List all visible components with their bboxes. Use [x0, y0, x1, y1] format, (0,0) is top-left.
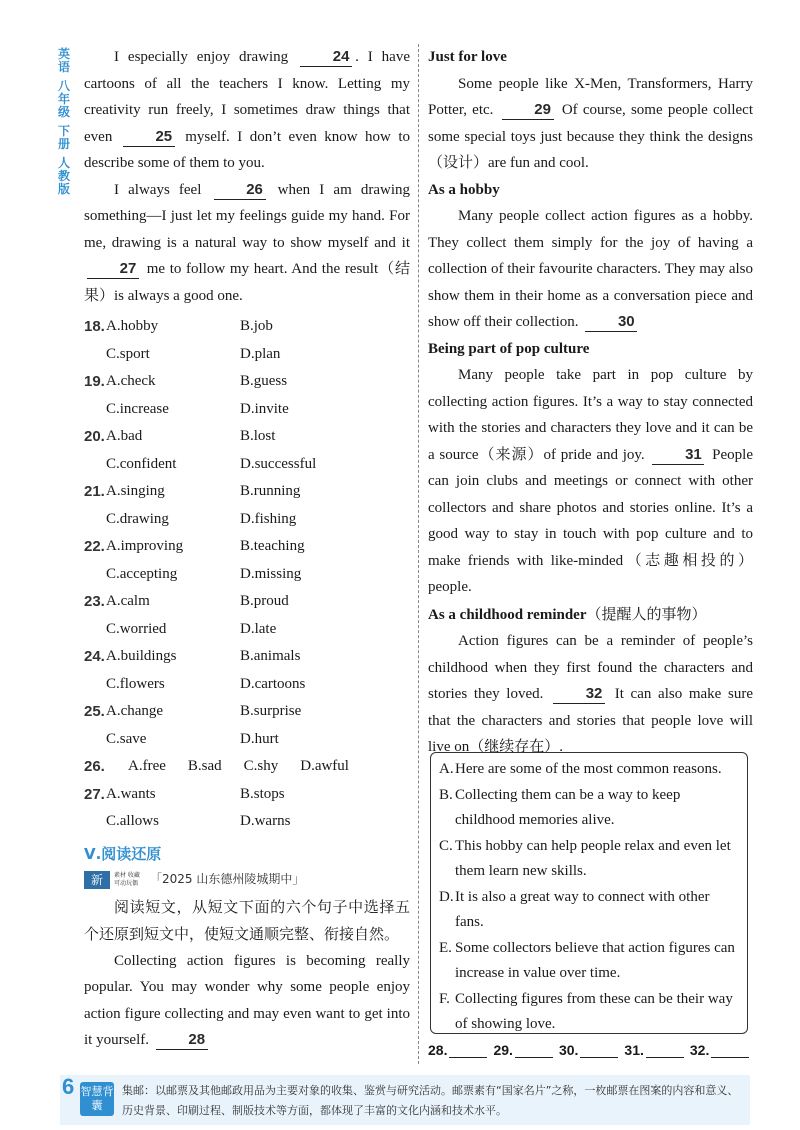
- line: [646, 1043, 684, 1058]
- option-b: B.guess: [240, 373, 288, 389]
- options-list: [84, 313, 410, 836]
- question-number: 19.: [84, 373, 105, 390]
- column-divider: [418, 44, 419, 1064]
- blank-27: 27: [87, 260, 139, 279]
- text: 28.: [428, 1042, 448, 1058]
- answer-32[interactable]: [690, 1042, 749, 1058]
- para-just-for-love: [428, 71, 753, 177]
- text: People can join clubs and meetings or connect with other collectors and share photos and stories online. It’s a good way to stay in touch with pop culture and to make friends with like-minded（志趣相投的）people.: [428, 446, 753, 595]
- question-number: 26.: [84, 758, 105, 775]
- question-number: 18.: [84, 318, 105, 335]
- option-row: [84, 451, 410, 479]
- tip-text: 集邮：以邮票及其他邮政用品为主要对象的收集、鉴赏与研究活动。邮票素有“国家名片”之称，一枚邮票在图案的内容和意义、历史背景、印刷过程、制版技术等方面，都体现了丰富的文化内涵和技术水平。: [122, 1084, 739, 1117]
- option-row: [84, 698, 410, 726]
- answer-29[interactable]: [493, 1042, 552, 1058]
- option-c: C.sport: [106, 345, 150, 362]
- option-a: A.improving: [106, 538, 184, 554]
- text: 29.: [493, 1042, 513, 1058]
- option-a: A.wants: [106, 785, 156, 802]
- sentence-option: [439, 783, 741, 834]
- option-a: A.free: [128, 758, 166, 774]
- text: 31.: [624, 1042, 644, 1058]
- source-row: [84, 868, 410, 892]
- side-label: [55, 48, 73, 202]
- sentence-option: [439, 885, 741, 936]
- option-d: D.missing: [240, 565, 302, 582]
- passage-para-2: [84, 177, 410, 310]
- option-a: A.buildings: [106, 648, 177, 664]
- option-row: [84, 616, 410, 644]
- option-b: B.animals: [240, 648, 301, 664]
- text: It can also make sure that the characters and stories that people love will live on（继续存在）.: [428, 686, 753, 755]
- sentence-option: [439, 834, 741, 885]
- answer-30[interactable]: [559, 1042, 618, 1058]
- text: when I am drawing something—I just let my feelings guide my hand. For me, drawing is a natural way to show myself and it: [84, 181, 411, 251]
- question-number: 21.: [84, 483, 105, 500]
- text: （提醒人的事物）: [586, 604, 707, 623]
- option-a: A.singing: [106, 483, 165, 499]
- option-row: [84, 533, 410, 561]
- option-b: B.job: [240, 318, 273, 334]
- option-d: D.hurt: [240, 730, 279, 747]
- text: Collecting figures from these can be their way of showing love.: [455, 990, 733, 1032]
- option-row: [84, 341, 410, 369]
- option-row: [84, 368, 410, 396]
- right-column: [428, 44, 753, 761]
- blank-26: 26: [214, 181, 266, 200]
- option-row: [84, 423, 410, 451]
- option-c: C.shy: [243, 758, 279, 774]
- para-as-a-hobby: [428, 203, 753, 336]
- text: Collecting action figures is becoming really popular. You may wonder why some people enjoy action figure collecting and may even want to get into it yourself.: [84, 952, 410, 1048]
- text: I always feel: [114, 181, 202, 198]
- sentence-option: [439, 987, 741, 1038]
- text: C.: [439, 837, 453, 854]
- text: Some collectors believe that action figures can increase in value over time.: [455, 939, 735, 981]
- option-a: A.check: [106, 373, 156, 389]
- para-childhood-reminder: [428, 628, 753, 761]
- question-number: 20.: [84, 428, 105, 445]
- option-row: [84, 643, 410, 671]
- option-c: C.increase: [106, 400, 169, 417]
- text: E.: [439, 939, 452, 956]
- option-row: [84, 478, 410, 506]
- option-b: B.sad: [187, 758, 222, 774]
- option-d: D.late: [240, 620, 277, 637]
- text: Many people collect action figures as a hobby. They collect them simply for the joy of having a collection of their favourite characters. They may also show them in their home as a conversation piece and show off their collection.: [428, 208, 753, 330]
- heading-pop-culture: Being part of pop culture: [428, 340, 590, 357]
- option-d: D.warns: [240, 813, 291, 829]
- text: Here are some of the most common reasons.: [455, 761, 722, 777]
- blank-24: 24: [300, 48, 352, 67]
- text: A.: [439, 761, 454, 777]
- option-c: C.allows: [106, 813, 159, 829]
- option-d: D.plan: [240, 345, 281, 362]
- sentence-option: [439, 757, 741, 783]
- text: 32.: [689, 1042, 710, 1058]
- question-number: 27.: [84, 785, 105, 803]
- option-d: D.cartoons: [240, 675, 306, 692]
- text: F.: [439, 990, 450, 1007]
- text: Action figures can be a reminder of people’s childhood when they first found the characters and stories they loved.: [428, 633, 753, 702]
- text: As a childhood reminder: [428, 606, 587, 623]
- blank-25: 25: [123, 128, 175, 147]
- text: Some people like X-Men, Transformers, Harry Potter, etc.: [428, 75, 753, 118]
- line: [711, 1043, 749, 1058]
- heading-childhood-reminder: [428, 601, 753, 629]
- left-column: [84, 44, 410, 1054]
- passage-para-1: [84, 44, 410, 177]
- option-row: [84, 808, 410, 836]
- text: I especially enjoy drawing: [114, 49, 289, 65]
- option-d: D.awful: [300, 758, 349, 774]
- intro-paragraph: [84, 948, 410, 1054]
- text: Collecting them can be a way to keep childhood memories alive.: [455, 786, 681, 828]
- para-pop-culture: [428, 362, 753, 601]
- blank-32: 32: [553, 685, 605, 704]
- side-edition: 人教版: [57, 156, 70, 196]
- text: . I have cartoons of all the teachers I know. Letting my creativity run freely, I sometimes draw things that even: [84, 49, 410, 145]
- option-row: [84, 313, 410, 341]
- blank-31: 31: [652, 446, 704, 465]
- option-b: B.proud: [240, 593, 289, 609]
- option-b: B.stops: [240, 785, 285, 802]
- option-a: A.hobby: [106, 318, 159, 334]
- question-number: 25.: [84, 703, 105, 720]
- option-row: [84, 726, 410, 754]
- option-b: B.running: [240, 483, 301, 499]
- option-c: C.flowers: [106, 675, 165, 692]
- question-number: 24.: [84, 648, 105, 665]
- instruction: 阅读短文，从短文下面的六个句子中选择五个还原到短文中，使短文通顺完整、衔接自然。: [84, 897, 410, 943]
- option-row: [84, 753, 410, 781]
- answer-28[interactable]: [428, 1042, 487, 1058]
- answer-blanks: [428, 1042, 758, 1058]
- option-a: A.bad: [106, 428, 143, 444]
- answer-31[interactable]: [624, 1042, 683, 1058]
- option-row: [84, 588, 410, 616]
- option-b: B.lost: [240, 428, 276, 444]
- option-c: C.accepting: [106, 565, 178, 582]
- text: myself. I don’t even know how to describe some of them to you.: [84, 128, 411, 171]
- heading-just-for-love: Just for love: [428, 49, 507, 65]
- blank-29: 29: [502, 101, 554, 120]
- sentence-options-box: [430, 752, 748, 1034]
- option-a: A.calm: [106, 593, 150, 609]
- question-number: 23.: [84, 593, 105, 610]
- tip-badge: 智慧背囊: [80, 1082, 114, 1116]
- text: me to follow my heart. And the result（结果）is always a good one.: [84, 261, 410, 304]
- text: B.: [439, 786, 453, 803]
- option-row: [84, 396, 410, 424]
- text: Of course, some people collect some special toys just because they think the designs（设计）are fun and cool.: [428, 102, 753, 171]
- line: [449, 1043, 487, 1058]
- sentence-option: [439, 936, 741, 987]
- option-row: [84, 781, 410, 809]
- option-c: C.save: [106, 730, 147, 747]
- blank-28: 28: [156, 1031, 208, 1050]
- option-a: A.change: [106, 703, 164, 719]
- text: D.: [439, 888, 454, 905]
- option-b: B.surprise: [240, 703, 302, 719]
- option-d: D.invite: [240, 400, 289, 417]
- text: It is also a great way to connect with other fans.: [455, 888, 710, 930]
- side-grade: 八年级: [57, 79, 70, 119]
- question-number: 22.: [84, 538, 105, 555]
- blank-30: 30: [585, 313, 637, 332]
- option-b: B.teaching: [240, 538, 305, 554]
- text: Many people take part in pop culture by collecting action figures. It’s a way to stay connected with the stories and characters they love and it can be a source（来源）of pride and joy.: [428, 367, 753, 463]
- section-title: Ⅴ.阅读还原: [84, 844, 162, 863]
- option-d: D.fishing: [240, 510, 297, 527]
- line: [580, 1043, 618, 1058]
- line: [515, 1043, 553, 1058]
- badge-subtitle: 素材 收藏可动玩偶: [114, 871, 140, 887]
- option-row: [84, 506, 410, 534]
- option-row: [84, 671, 410, 699]
- new-badge: 新: [84, 871, 110, 889]
- option-row: [84, 561, 410, 589]
- option-d: D.successful: [240, 455, 317, 472]
- option-c: C.confident: [106, 455, 177, 472]
- page-number: 6: [62, 1074, 75, 1099]
- exam-source: 「2025 山东德州陵城期中」: [150, 872, 305, 887]
- text: This hobby can help people relax and even let them learn new skills.: [455, 837, 731, 879]
- text: 30.: [558, 1042, 579, 1058]
- side-volume: 下册: [57, 124, 70, 151]
- side-subject: 英语: [57, 47, 70, 74]
- option-c: C.worried: [106, 620, 167, 637]
- heading-as-a-hobby: As a hobby: [428, 181, 500, 198]
- option-c: C.drawing: [106, 510, 169, 527]
